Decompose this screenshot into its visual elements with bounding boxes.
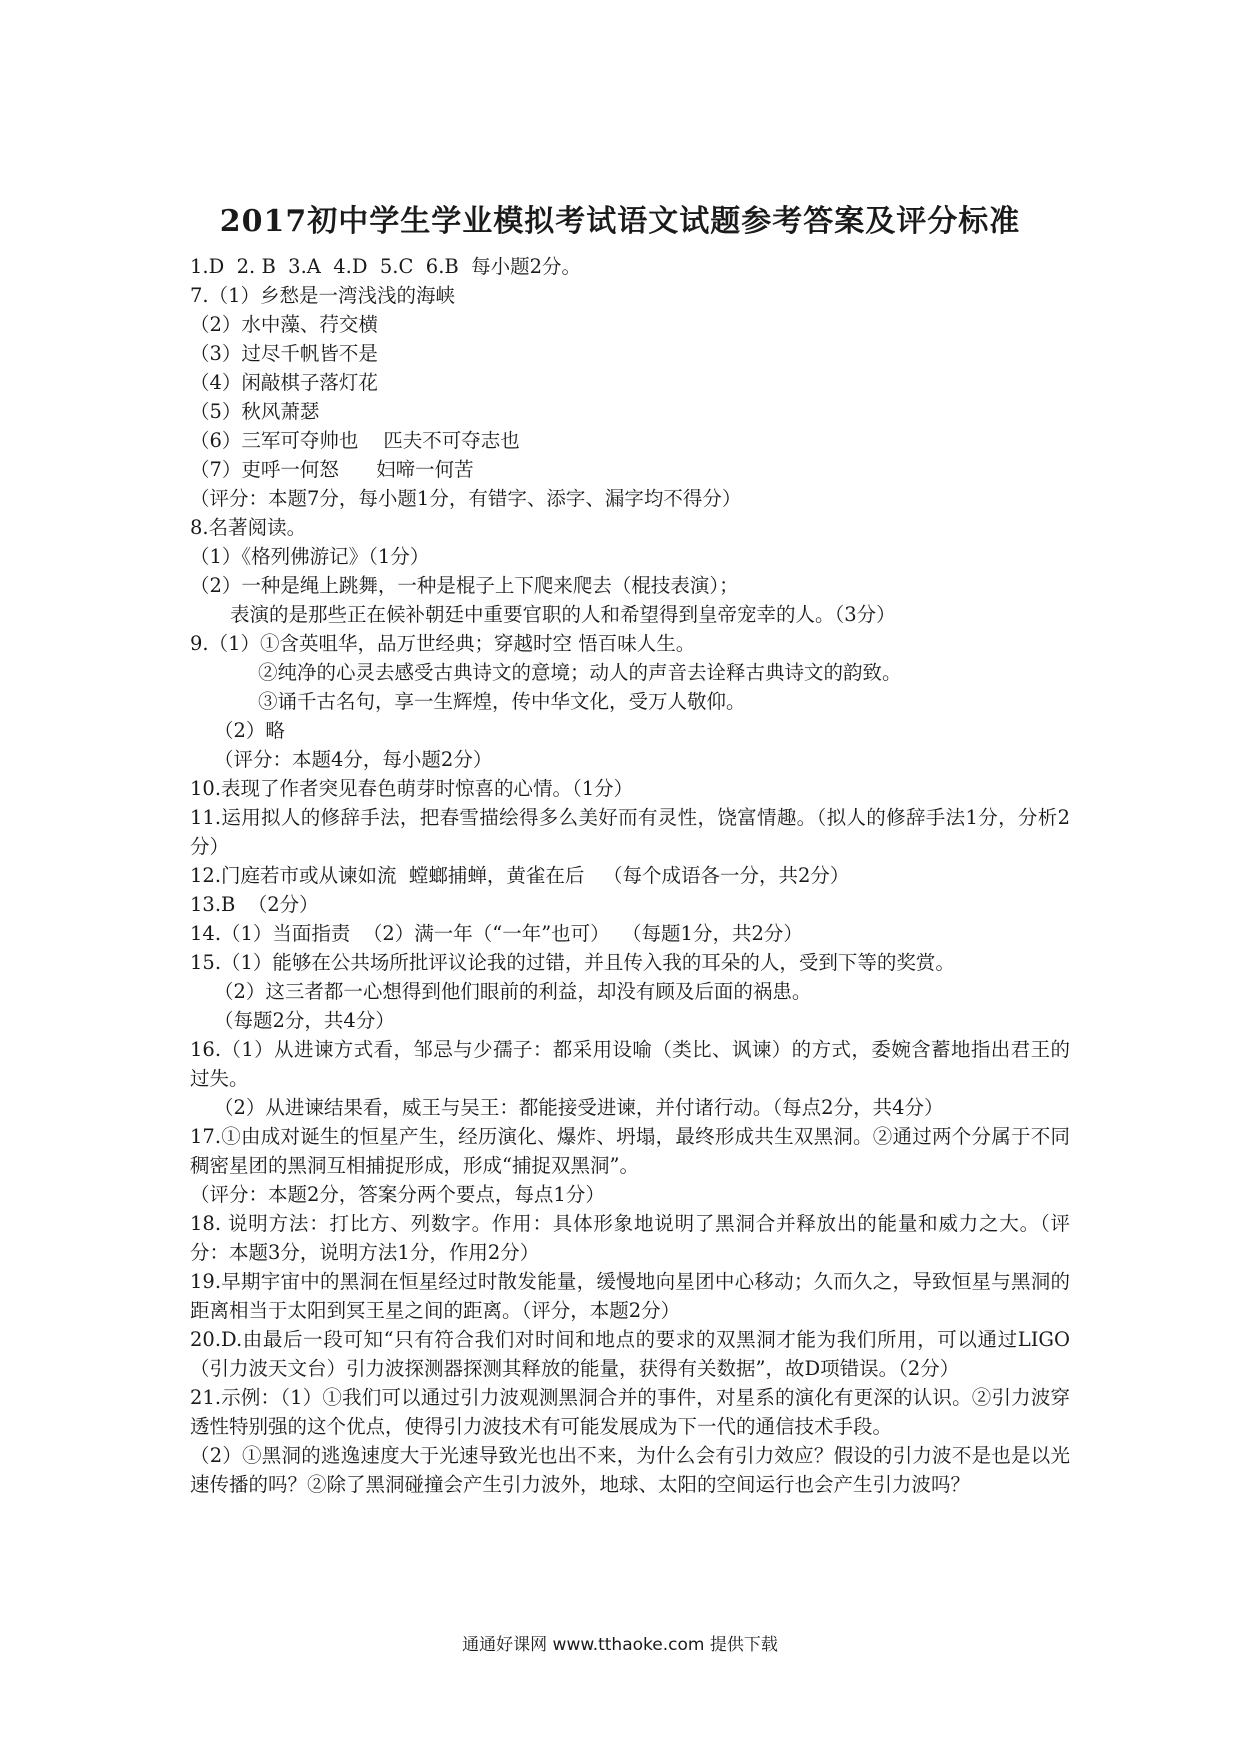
answer-line: （2）一种是绳上跳舞，一种是棍子上下爬来爬去（棍技表演）； — [190, 574, 739, 597]
answer-line: 11.运用拟人的修辞手法，把春雪描绘得多么美好而有灵性，饶富情趣。（拟人的修辞手法1分，分析2分） — [190, 806, 1070, 858]
answer-line: 10.表现了作者突见春色萌芽时惊喜的心情。（1分） — [190, 777, 634, 800]
answer-line: ③诵千古名句，享一生辉煌，传中华文化，受万人敬仰。 — [258, 690, 746, 713]
answer-line: （5）秋风萧瑟 — [190, 400, 320, 423]
answer-line: 16.（1）从进谏方式看，邹忌与少孺子：都采用设喻（类比、讽谏）的方式，委婉含蓄地指出君王的过失。 — [190, 1038, 1070, 1090]
answer-line: 9.（1）①含英咀华，品万世经典；穿越时空 悟百味人生。 — [190, 632, 696, 655]
answer-line: （2）水中藻、荇交横 — [190, 313, 378, 336]
answer-line: （评分：本题7分，每小题1分，有错字、添字、漏字均不得分） — [190, 487, 742, 510]
answer-line: 8.名著阅读。 — [190, 516, 307, 539]
page-footer: 通通好课网 www.tthaoke.com 提供下载 — [462, 1635, 778, 1655]
answer-line: （每题2分，共4分） — [214, 1009, 395, 1032]
answer-line: 1.D 2. B 3.A 4.D 5.C 6.B 每小题2分。 — [190, 255, 582, 278]
answer-line: （评分：本题4分，每小题2分） — [214, 748, 493, 771]
answer-line: （3）过尽千帆皆不是 — [190, 342, 378, 365]
answer-content — [190, 252, 1070, 1499]
answer-line: （4）闲敲棋子落灯花 — [190, 371, 378, 394]
answer-line: （2）略 — [214, 719, 285, 742]
answer-line: 7.（1）乡愁是一湾浅浅的海峡 — [190, 284, 456, 307]
answer-line: （2）从进谏结果看，威王与吴王：都能接受进谏，并付诸行动。（每点2分，共4分） — [214, 1096, 944, 1119]
answer-line: 21.示例：（1）①我们可以通过引力波观测黑洞合并的事件，对星系的演化有更深的认识。②引力波穿透性特别强的这个优点，使得引力波技术有可能发展成为下一代的通信技术手段。 — [190, 1386, 1070, 1438]
answer-line: 17.①由成对诞生的恒星产生，经历演化、爆炸、坍塌，最终形成共生双黑洞。②通过两个分属于不同稠密星团的黑洞互相捕捉形成，形成“捕捉双黑洞”。 — [190, 1125, 1070, 1177]
answer-line: 12.门庭若市或从谏如流 螳螂捕蝉，黄雀在后 （每个成语各一分，共2分） — [190, 864, 850, 887]
answer-line: （2）这三者都一心想得到他们眼前的利益，却没有顾及后面的祸患。 — [214, 980, 812, 1003]
document-title: 2017初中学生学业模拟考试语文试题参考答案及评分标准 — [219, 204, 1021, 239]
answer-line: （1）《格列佛游记》（1分） — [190, 545, 430, 568]
answer-line: 表演的是那些正在候补朝廷中重要官职的人和希望得到皇帝宠幸的人。（3分） — [230, 603, 896, 626]
answer-line: 19.早期宇宙中的黑洞在恒星经过时散发能量，缓慢地向星团中心移动；久而久之，导致恒星与黑洞的距离相当于太阳到冥王星之间的距离。（评分，本题2分） — [190, 1270, 1070, 1322]
answer-line: （6）三军可夺帅也 匹夫不可夺志也 — [190, 429, 520, 452]
answer-line: （评分：本题2分，答案分两个要点，每点1分） — [190, 1183, 605, 1206]
answer-line: 18. 说明方法：打比方、列数字。作用：具体形象地说明了黑洞合并释放出的能量和威力之大。（评分：本题3分，说明方法1分，作用2分） — [190, 1212, 1070, 1264]
answer-line: 15.（1）能够在公共场所批评议论我的过错，并且传入我的耳朵的人，受到下等的奖赏。 — [190, 951, 955, 974]
answer-line: 13.B （2分） — [190, 893, 319, 916]
answer-line: ②纯净的心灵去感受古典诗文的意境；动人的声音去诠释古典诗文的韵致。 — [258, 661, 902, 684]
answer-line: （7）吏呼一何怒 妇啼一何苦 — [190, 458, 474, 481]
answer-line: （2）①黑洞的逃逸速度大于光速导致光也出不来，为什么会有引力效应？假设的引力波不是也是以光速传播的吗？②除了黑洞碰撞会产生引力波外，地球、太阳的空间运行也会产生引力波吗？ — [190, 1444, 1070, 1496]
answer-line: 14.（1）当面指责 （2）满一年（“一年”也可） （每题1分，共2分） — [190, 922, 803, 945]
answer-line: 20.D.由最后一段可知“只有符合我们对时间和地点的要求的双黑洞才能为我们所用，可以通过LIGO（引力波天文台）引力波探测器探测其释放的能量，获得有关数据”，故D项错误。（2分） — [190, 1328, 1070, 1380]
